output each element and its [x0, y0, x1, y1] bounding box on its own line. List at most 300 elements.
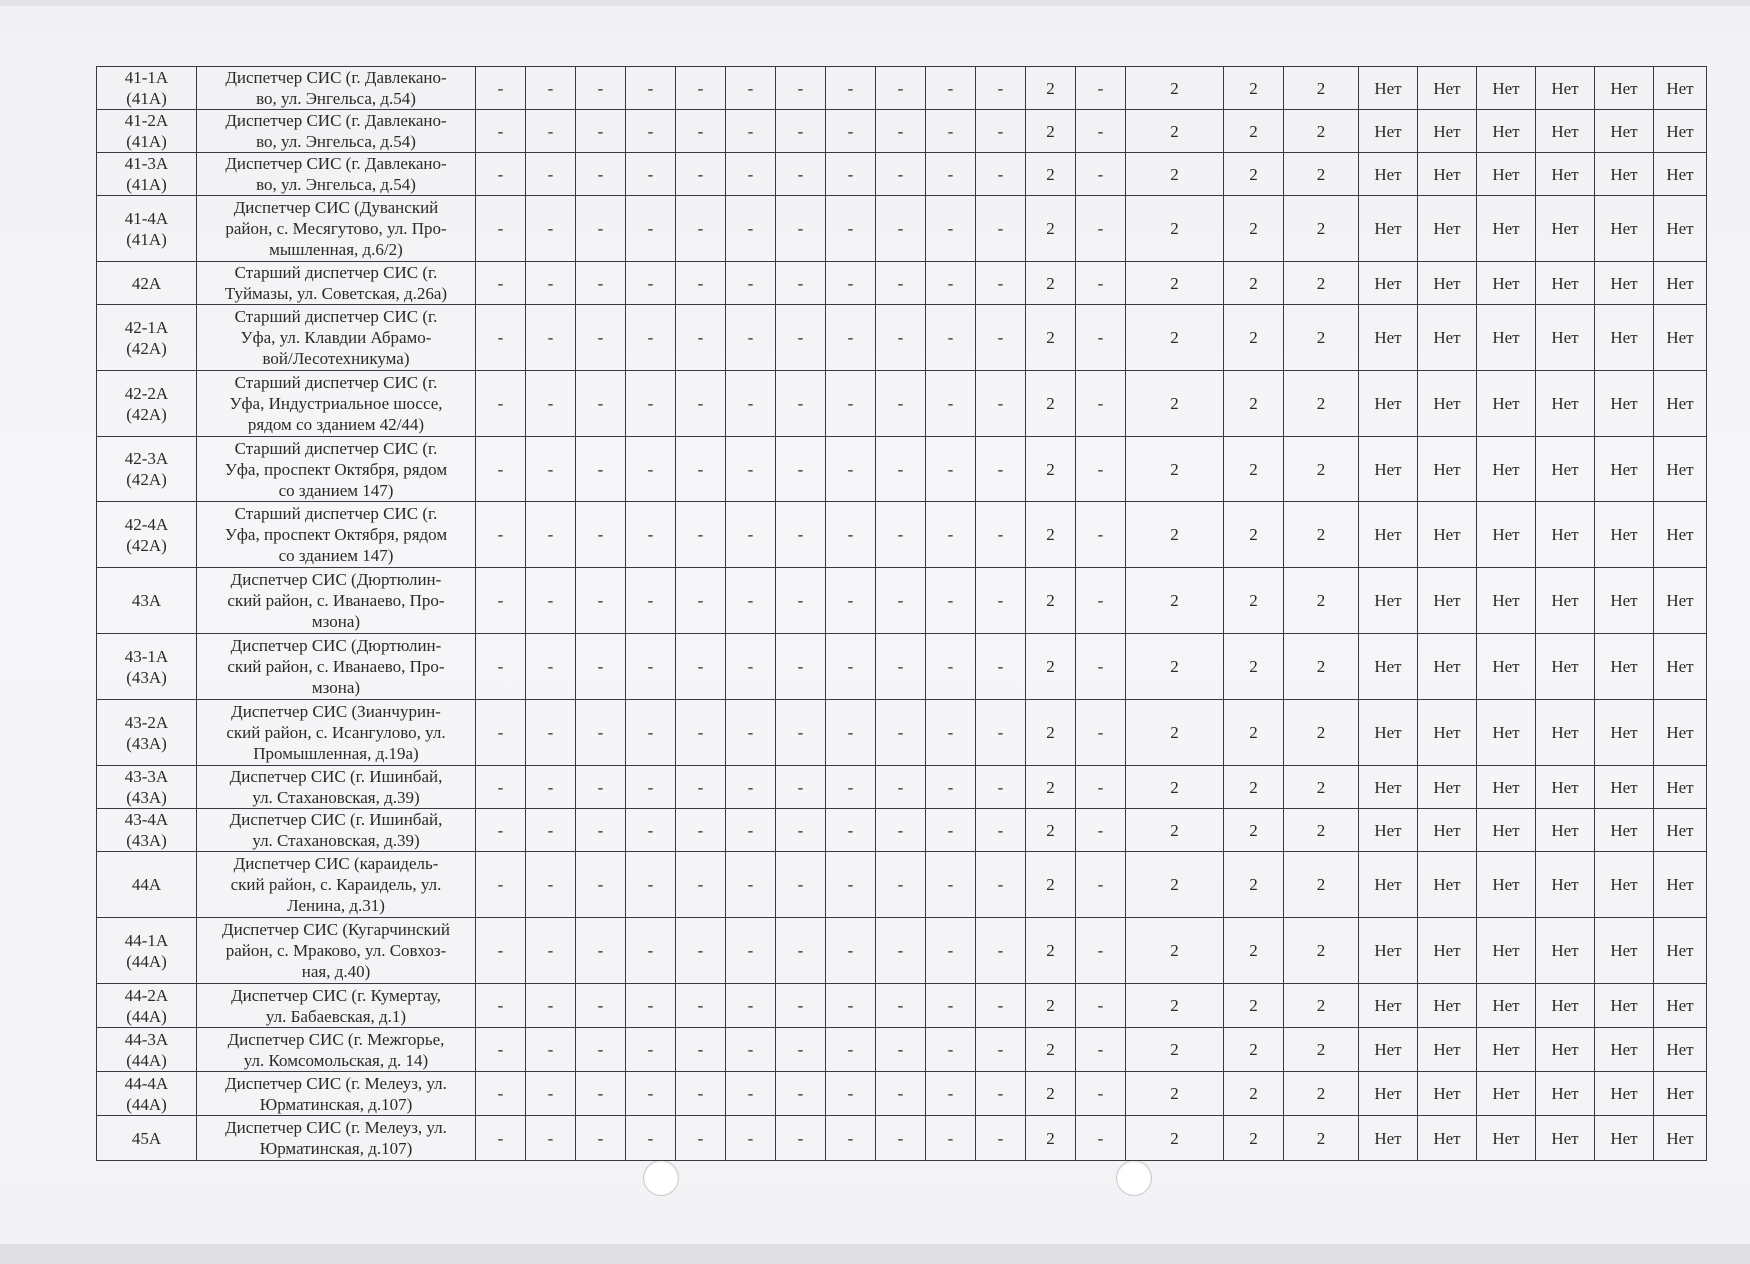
value-cell: Нет	[1359, 700, 1418, 766]
value-cell: Нет	[1418, 502, 1477, 568]
value-cell: 2	[1224, 634, 1284, 700]
value-cell: -	[726, 568, 776, 634]
value-cell: -	[626, 67, 676, 110]
value-cell: 2	[1284, 568, 1359, 634]
value-cell: -	[826, 700, 876, 766]
value-cell: 2	[1126, 918, 1224, 984]
value-cell: 2	[1224, 371, 1284, 437]
value-cell: 2	[1026, 305, 1076, 371]
value-cell: -	[1076, 634, 1126, 700]
value-cell: Нет	[1359, 196, 1418, 262]
position-name-cell: Диспетчер СИС (Кугарчинский район, с. Мраково, ул. Совхоз- ная, д.40)	[197, 918, 476, 984]
value-cell: -	[526, 153, 576, 196]
value-cell: -	[976, 67, 1026, 110]
value-cell: 2	[1026, 262, 1076, 305]
value-cell: 2	[1026, 918, 1076, 984]
value-cell: -	[826, 984, 876, 1028]
value-cell: -	[826, 67, 876, 110]
value-cell: -	[776, 852, 826, 918]
value-cell: -	[926, 437, 976, 502]
table-row	[97, 1072, 1707, 1116]
value-cell: Нет	[1595, 568, 1654, 634]
position-name-cell: Диспетчер СИС (Дюртюлин- ский район, с. Иванаево, Про- мзона)	[197, 568, 476, 634]
value-cell: -	[526, 700, 576, 766]
value-cell: Нет	[1418, 852, 1477, 918]
value-cell: -	[1076, 918, 1126, 984]
value-cell: -	[476, 809, 526, 852]
value-cell: Нет	[1418, 984, 1477, 1028]
value-cell: -	[576, 809, 626, 852]
position-name-cell: Старший диспетчер СИС (г. Уфа, проспект Октября, рядом со зданием 147)	[197, 502, 476, 568]
value-cell: Нет	[1654, 502, 1707, 568]
value-cell: -	[576, 196, 626, 262]
value-cell: -	[1076, 1072, 1126, 1116]
value-cell: -	[676, 1028, 726, 1072]
value-cell: -	[976, 568, 1026, 634]
value-cell: -	[976, 918, 1026, 984]
value-cell: 2	[1026, 502, 1076, 568]
table-row	[97, 262, 1707, 305]
value-cell: Нет	[1654, 918, 1707, 984]
value-cell: Нет	[1536, 568, 1595, 634]
value-cell: Нет	[1595, 1028, 1654, 1072]
table-row	[97, 196, 1707, 262]
value-cell: -	[476, 110, 526, 153]
value-cell: -	[726, 766, 776, 809]
value-cell: Нет	[1654, 852, 1707, 918]
value-cell: -	[476, 984, 526, 1028]
value-cell: -	[876, 305, 926, 371]
value-cell: -	[876, 766, 926, 809]
value-cell: Нет	[1418, 1028, 1477, 1072]
value-cell: -	[676, 1116, 726, 1161]
workplace-code-cell: 45А	[97, 1116, 197, 1161]
workplace-code-cell: 41-3А (41А)	[97, 153, 197, 196]
position-name-cell: Диспетчер СИС (г. Межгорье, ул. Комсомольская, д. 14)	[197, 1028, 476, 1072]
value-cell: 2	[1126, 809, 1224, 852]
value-cell: 2	[1126, 110, 1224, 153]
table-row	[97, 984, 1707, 1028]
workplace-code-cell: 41-4А (41А)	[97, 196, 197, 262]
table-row	[97, 852, 1707, 918]
value-cell: -	[1076, 371, 1126, 437]
value-cell: Нет	[1654, 1028, 1707, 1072]
value-cell: -	[1076, 153, 1126, 196]
value-cell: -	[626, 766, 676, 809]
position-name-cell: Диспетчер СИС (г. Ишинбай, ул. Стахановская, д.39)	[197, 809, 476, 852]
value-cell: -	[776, 502, 826, 568]
value-cell: Нет	[1359, 371, 1418, 437]
value-cell: Нет	[1536, 984, 1595, 1028]
table-row	[97, 110, 1707, 153]
value-cell: 2	[1284, 437, 1359, 502]
value-cell: -	[926, 634, 976, 700]
value-cell: Нет	[1595, 852, 1654, 918]
value-cell: -	[776, 568, 826, 634]
value-cell: -	[626, 305, 676, 371]
value-cell: -	[726, 852, 776, 918]
value-cell: -	[676, 984, 726, 1028]
value-cell: Нет	[1418, 262, 1477, 305]
value-cell: -	[526, 852, 576, 918]
value-cell: -	[676, 1072, 726, 1116]
value-cell: 2	[1284, 1116, 1359, 1161]
value-cell: -	[976, 1028, 1026, 1072]
value-cell: -	[576, 437, 626, 502]
value-cell: Нет	[1418, 809, 1477, 852]
value-cell: 2	[1284, 153, 1359, 196]
value-cell: -	[726, 502, 776, 568]
value-cell: -	[676, 262, 726, 305]
value-cell: -	[976, 1116, 1026, 1161]
value-cell: -	[676, 766, 726, 809]
value-cell: Нет	[1359, 437, 1418, 502]
value-cell: Нет	[1359, 634, 1418, 700]
value-cell: -	[676, 437, 726, 502]
value-cell: Нет	[1654, 568, 1707, 634]
punch-hole-left	[643, 1160, 679, 1196]
value-cell: -	[626, 437, 676, 502]
value-cell: 2	[1224, 809, 1284, 852]
value-cell: -	[826, 1028, 876, 1072]
value-cell: -	[576, 67, 626, 110]
value-cell: -	[926, 809, 976, 852]
value-cell: -	[1076, 984, 1126, 1028]
table-row	[97, 700, 1707, 766]
position-name-cell: Диспетчер СИС (г. Мелеуз, ул. Юрматинская, д.107)	[197, 1072, 476, 1116]
position-name-cell: Старший диспетчер СИС (г. Туймазы, ул. Советская, д.26а)	[197, 262, 476, 305]
value-cell: 2	[1284, 918, 1359, 984]
value-cell: Нет	[1359, 153, 1418, 196]
value-cell: -	[926, 984, 976, 1028]
value-cell: -	[626, 153, 676, 196]
table-row	[97, 371, 1707, 437]
value-cell: Нет	[1477, 634, 1536, 700]
position-name-cell: Диспетчер СИС (г. Давлекано- во, ул. Энгельса, д.54)	[197, 153, 476, 196]
value-cell: -	[826, 110, 876, 153]
value-cell: Нет	[1654, 437, 1707, 502]
workplace-code-cell: 41-1А (41А)	[97, 67, 197, 110]
value-cell: Нет	[1654, 305, 1707, 371]
value-cell: -	[776, 1028, 826, 1072]
value-cell: -	[476, 700, 526, 766]
value-cell: 2	[1026, 196, 1076, 262]
value-cell: -	[826, 766, 876, 809]
value-cell: -	[876, 196, 926, 262]
value-cell: 2	[1284, 1028, 1359, 1072]
value-cell: 2	[1026, 984, 1076, 1028]
value-cell: 2	[1284, 766, 1359, 809]
value-cell: Нет	[1418, 437, 1477, 502]
value-cell: Нет	[1654, 1116, 1707, 1161]
value-cell: -	[826, 634, 876, 700]
value-cell: -	[926, 110, 976, 153]
value-cell: -	[926, 502, 976, 568]
workplace-code-cell: 43-1А (43А)	[97, 634, 197, 700]
value-cell: 2	[1126, 437, 1224, 502]
value-cell: -	[626, 700, 676, 766]
value-cell: -	[976, 984, 1026, 1028]
value-cell: Нет	[1595, 984, 1654, 1028]
value-cell: -	[776, 371, 826, 437]
value-cell: Нет	[1536, 67, 1595, 110]
value-cell: 2	[1026, 1116, 1076, 1161]
value-cell: Нет	[1359, 305, 1418, 371]
table-row	[97, 809, 1707, 852]
value-cell: -	[726, 371, 776, 437]
value-cell: -	[676, 700, 726, 766]
workplace-code-cell: 43-2А (43А)	[97, 700, 197, 766]
value-cell: Нет	[1595, 196, 1654, 262]
value-cell: Нет	[1654, 700, 1707, 766]
value-cell: -	[526, 371, 576, 437]
value-cell: -	[826, 437, 876, 502]
value-cell: -	[726, 918, 776, 984]
value-cell: Нет	[1477, 852, 1536, 918]
value-cell: -	[576, 110, 626, 153]
value-cell: -	[476, 502, 526, 568]
value-cell: -	[926, 262, 976, 305]
value-cell: 2	[1026, 153, 1076, 196]
table-row	[97, 918, 1707, 984]
value-cell: -	[1076, 852, 1126, 918]
value-cell: Нет	[1359, 852, 1418, 918]
value-cell: -	[526, 67, 576, 110]
workplace-code-cell: 42-3А (42А)	[97, 437, 197, 502]
value-cell: Нет	[1595, 67, 1654, 110]
value-cell: -	[776, 262, 826, 305]
value-cell: 2	[1126, 852, 1224, 918]
table-row	[97, 634, 1707, 700]
value-cell: Нет	[1654, 110, 1707, 153]
value-cell: -	[726, 1028, 776, 1072]
value-cell: -	[626, 852, 676, 918]
table-row	[97, 568, 1707, 634]
value-cell: -	[876, 110, 926, 153]
value-cell: -	[926, 305, 976, 371]
value-cell: 2	[1126, 634, 1224, 700]
value-cell: 2	[1224, 1028, 1284, 1072]
value-cell: -	[976, 700, 1026, 766]
value-cell: -	[526, 437, 576, 502]
value-cell: -	[626, 1028, 676, 1072]
value-cell: 2	[1126, 371, 1224, 437]
position-name-cell: Диспетчер СИС (г. Кумертау, ул. Бабаевская, д.1)	[197, 984, 476, 1028]
value-cell: 2	[1284, 634, 1359, 700]
value-cell: -	[926, 371, 976, 437]
value-cell: -	[1076, 1116, 1126, 1161]
value-cell: 2	[1224, 67, 1284, 110]
value-cell: -	[976, 110, 1026, 153]
value-cell: -	[676, 568, 726, 634]
value-cell: -	[826, 1116, 876, 1161]
value-cell: 2	[1126, 196, 1224, 262]
value-cell: -	[826, 809, 876, 852]
position-name-cell: Диспетчер СИС (Дюртюлин- ский район, с. Иванаево, Про- мзона)	[197, 634, 476, 700]
value-cell: -	[976, 1072, 1026, 1116]
value-cell: -	[676, 918, 726, 984]
value-cell: -	[826, 502, 876, 568]
value-cell: -	[976, 502, 1026, 568]
value-cell: Нет	[1477, 568, 1536, 634]
value-cell: Нет	[1536, 196, 1595, 262]
value-cell: -	[476, 568, 526, 634]
value-cell: -	[776, 1072, 826, 1116]
value-cell: -	[1076, 809, 1126, 852]
value-cell: 2	[1224, 437, 1284, 502]
value-cell: -	[676, 371, 726, 437]
value-cell: -	[926, 852, 976, 918]
value-cell: Нет	[1418, 153, 1477, 196]
workplace-code-cell: 44-2А (44А)	[97, 984, 197, 1028]
value-cell: -	[676, 67, 726, 110]
value-cell: -	[726, 110, 776, 153]
value-cell: -	[776, 766, 826, 809]
value-cell: Нет	[1418, 568, 1477, 634]
value-cell: -	[1076, 262, 1126, 305]
position-name-cell: Старший диспетчер СИС (г. Уфа, проспект Октября, рядом со зданием 147)	[197, 437, 476, 502]
value-cell: 2	[1026, 1072, 1076, 1116]
value-cell: 2	[1026, 110, 1076, 153]
value-cell: Нет	[1595, 262, 1654, 305]
value-cell: Нет	[1654, 262, 1707, 305]
value-cell: -	[576, 153, 626, 196]
value-cell: Нет	[1477, 984, 1536, 1028]
value-cell: -	[676, 852, 726, 918]
value-cell: Нет	[1595, 437, 1654, 502]
value-cell: 2	[1224, 305, 1284, 371]
value-cell: -	[776, 110, 826, 153]
value-cell: -	[626, 809, 676, 852]
value-cell: 2	[1026, 568, 1076, 634]
value-cell: -	[676, 110, 726, 153]
value-cell: -	[676, 809, 726, 852]
value-cell: -	[876, 153, 926, 196]
value-cell: 2	[1224, 196, 1284, 262]
value-cell: -	[476, 1116, 526, 1161]
value-cell: -	[626, 634, 676, 700]
value-cell: Нет	[1536, 1116, 1595, 1161]
value-cell: Нет	[1477, 371, 1536, 437]
value-cell: 2	[1284, 852, 1359, 918]
value-cell: -	[926, 918, 976, 984]
value-cell: -	[1076, 1028, 1126, 1072]
value-cell: -	[976, 634, 1026, 700]
value-cell: -	[926, 196, 976, 262]
value-cell: -	[776, 809, 826, 852]
value-cell: -	[576, 634, 626, 700]
value-cell: 2	[1026, 634, 1076, 700]
value-cell: 2	[1284, 984, 1359, 1028]
value-cell: Нет	[1654, 634, 1707, 700]
value-cell: -	[526, 634, 576, 700]
value-cell: Нет	[1536, 852, 1595, 918]
value-cell: -	[976, 262, 1026, 305]
value-cell: -	[776, 67, 826, 110]
value-cell: -	[876, 262, 926, 305]
value-cell: -	[976, 196, 1026, 262]
value-cell: -	[926, 1028, 976, 1072]
value-cell: Нет	[1654, 371, 1707, 437]
position-name-cell: Старший диспетчер СИС (г. Уфа, ул. Клавдии Абрамо- вой/Лесотехникума)	[197, 305, 476, 371]
value-cell: -	[876, 371, 926, 437]
workplace-code-cell: 41-2А (41А)	[97, 110, 197, 153]
value-cell: Нет	[1595, 634, 1654, 700]
value-cell: 2	[1026, 852, 1076, 918]
value-cell: 2	[1224, 918, 1284, 984]
value-cell: Нет	[1359, 918, 1418, 984]
value-cell: -	[876, 67, 926, 110]
value-cell: 2	[1026, 437, 1076, 502]
value-cell: Нет	[1477, 1028, 1536, 1072]
value-cell: 2	[1126, 700, 1224, 766]
value-cell: Нет	[1595, 305, 1654, 371]
value-cell: -	[476, 305, 526, 371]
value-cell: Нет	[1418, 918, 1477, 984]
value-cell: -	[826, 918, 876, 984]
value-cell: -	[726, 262, 776, 305]
value-cell: Нет	[1536, 918, 1595, 984]
value-cell: -	[526, 196, 576, 262]
value-cell: 2	[1026, 700, 1076, 766]
value-cell: -	[476, 918, 526, 984]
value-cell: -	[576, 984, 626, 1028]
value-cell: -	[576, 1072, 626, 1116]
value-cell: -	[976, 153, 1026, 196]
value-cell: Нет	[1595, 153, 1654, 196]
value-cell: -	[776, 196, 826, 262]
value-cell: 2	[1284, 700, 1359, 766]
value-cell: -	[626, 262, 676, 305]
value-cell: -	[726, 634, 776, 700]
value-cell: -	[726, 984, 776, 1028]
value-cell: -	[776, 634, 826, 700]
value-cell: Нет	[1359, 262, 1418, 305]
value-cell: -	[576, 568, 626, 634]
value-cell: -	[776, 153, 826, 196]
value-cell: -	[826, 196, 876, 262]
value-cell: -	[476, 1028, 526, 1072]
value-cell: Нет	[1536, 110, 1595, 153]
value-cell: Нет	[1654, 153, 1707, 196]
value-cell: Нет	[1536, 437, 1595, 502]
value-cell: Нет	[1477, 262, 1536, 305]
value-cell: -	[576, 305, 626, 371]
value-cell: -	[576, 502, 626, 568]
value-cell: Нет	[1536, 305, 1595, 371]
value-cell: -	[876, 809, 926, 852]
value-cell: Нет	[1595, 1116, 1654, 1161]
value-cell: -	[976, 305, 1026, 371]
position-name-cell: Старший диспетчер СИС (г. Уфа, Индустриальное шоссе, рядом со зданием 42/44)	[197, 371, 476, 437]
table-row	[97, 502, 1707, 568]
value-cell: 2	[1126, 153, 1224, 196]
punch-hole-right	[1116, 1160, 1152, 1196]
value-cell: -	[726, 153, 776, 196]
value-cell: -	[876, 1116, 926, 1161]
table-body	[97, 67, 1707, 1161]
value-cell: 2	[1224, 852, 1284, 918]
value-cell: Нет	[1536, 809, 1595, 852]
value-cell: 2	[1284, 502, 1359, 568]
value-cell: 2	[1126, 568, 1224, 634]
value-cell: 2	[1026, 371, 1076, 437]
value-cell: Нет	[1536, 634, 1595, 700]
workplace-code-cell: 43А	[97, 568, 197, 634]
value-cell: 2	[1224, 153, 1284, 196]
value-cell: Нет	[1359, 1028, 1418, 1072]
value-cell: -	[876, 918, 926, 984]
